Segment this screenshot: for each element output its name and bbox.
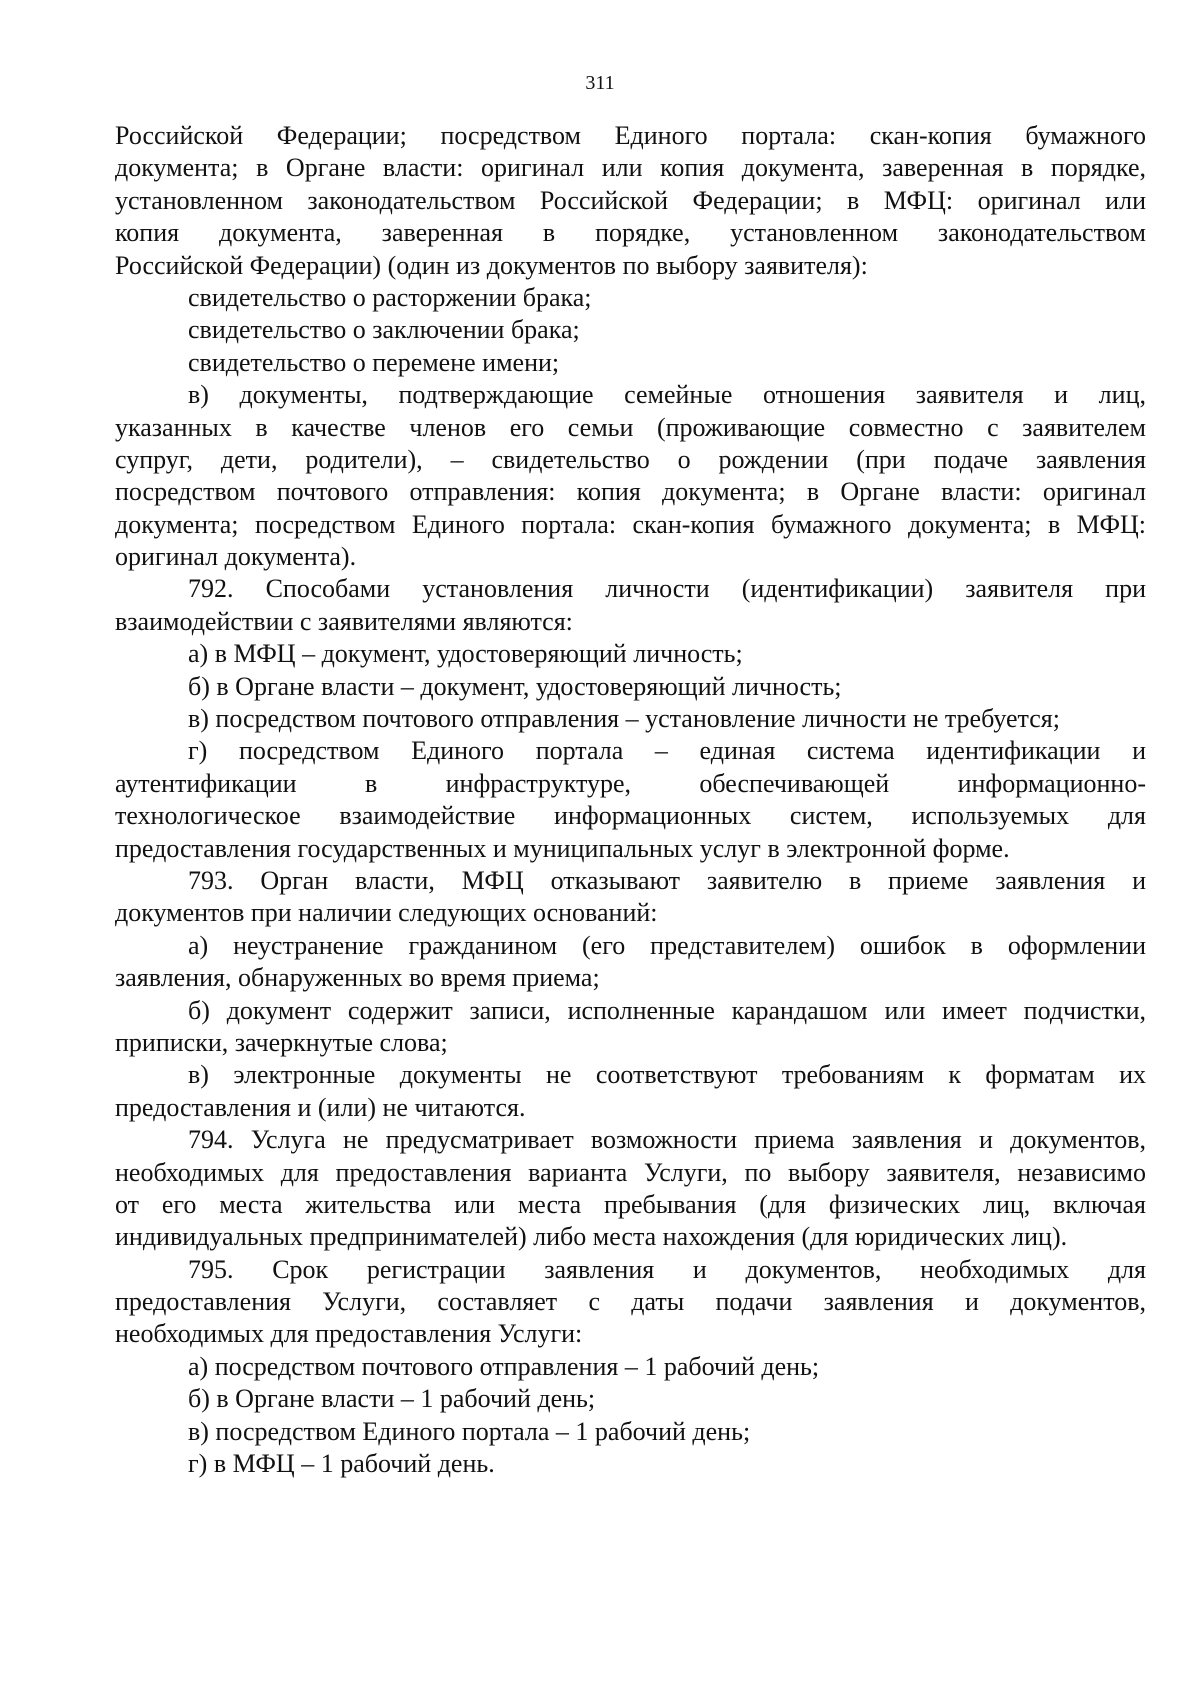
text-line: технологическое взаимодействие информационных систем, используемых для: [115, 801, 1146, 831]
text-line: г) в МФЦ – 1 рабочий день.: [188, 1449, 495, 1479]
text-line: указанных в качестве членов его семьи (проживающие совместно с заявителем: [115, 412, 1146, 442]
text-line: а) неустранение гражданином (его представителем) ошибок в оформлении: [188, 930, 1146, 960]
text-line: посредством почтового отправления: копия документа; в Органе власти: оригинал: [115, 477, 1146, 507]
text-line: 795. Срок регистрации заявления и документов, необходимых для: [188, 1254, 1146, 1284]
text-line: от его места жительства или места пребывания (для физических лиц, включая: [115, 1189, 1146, 1219]
text-line: Российской Федерации; посредством Единого портала: скан-копия бумажного: [115, 121, 1146, 150]
text-line: документа; в Органе власти: оригинал или копия документа, заверенная в порядке,: [115, 153, 1146, 183]
text-line: в) электронные документы не соответствуют требованиям к форматам их: [188, 1060, 1146, 1090]
text-line: а) посредством почтового отправления – 1 рабочий день;: [188, 1351, 820, 1381]
text-line: б) в Органе власти – документ, удостоверяющий личность;: [188, 671, 842, 701]
text-line: приписки, зачеркнутые слова;: [115, 1027, 448, 1057]
text-line: 794. Услуга не предусматривает возможности приема заявления и документов,: [188, 1125, 1146, 1155]
text-line: в) посредством Единого портала – 1 рабочий день;: [188, 1416, 751, 1446]
text-line: Российской Федерации) (один из документов по выбору заявителя):: [115, 250, 868, 280]
text-line: оригинал документа).: [115, 542, 357, 572]
text-line: свидетельство о заключении брака;: [188, 315, 580, 345]
text-line: а) в МФЦ – документ, удостоверяющий личность;: [188, 639, 743, 669]
text-line: супруг, дети, родители), – свидетельство о рождении (при подаче заявления: [115, 444, 1146, 474]
document-body: [115, 120, 1146, 1480]
text-line: необходимых для предоставления Услуги:: [115, 1319, 583, 1349]
text-line: установленном законодательством Российской Федерации; в МФЦ: оригинал или: [115, 185, 1146, 215]
text-line: аутентификации в инфраструктуре, обеспечивающей информационно-: [115, 768, 1146, 798]
text-line: индивидуальных предпринимателей) либо места нахождения (для юридических лиц).: [115, 1222, 1068, 1252]
text-line: б) документ содержит записи, исполненные карандашом или имеет подчистки,: [188, 995, 1146, 1025]
text-line: взаимодействии с заявителями являются:: [115, 606, 573, 636]
text-line: в) документы, подтверждающие семейные отношения заявителя и лиц,: [188, 380, 1146, 410]
text-line: документа; посредством Единого портала: скан-копия бумажного документа; в МФЦ:: [115, 509, 1146, 539]
text-line: 792. Способами установления личности (идентификации) заявителя при: [188, 574, 1146, 604]
text-line: предоставления государственных и муниципальных услуг в электронной форме.: [115, 833, 1010, 863]
text-line: необходимых для предоставления варианта Услуги, по выбору заявителя, независимо: [115, 1157, 1146, 1187]
page-number: 311: [585, 72, 615, 94]
text-line: документов при наличии следующих оснований:: [115, 898, 658, 928]
text-line: заявления, обнаруженных во время приема;: [115, 963, 600, 993]
text-line: 793. Орган власти, МФЦ отказывают заявителю в приеме заявления и: [188, 865, 1146, 895]
text-line: копия документа, заверенная в порядке, установленном законодательством: [115, 218, 1146, 248]
text-line: предоставления Услуги, составляет с даты подачи заявления и документов,: [115, 1287, 1146, 1317]
text-line: б) в Органе власти – 1 рабочий день;: [188, 1384, 596, 1414]
text-line: г) посредством Единого портала – единая система идентификации и: [188, 736, 1146, 766]
text-line: в) посредством почтового отправления – установление личности не требуется;: [188, 704, 1060, 734]
text-line: предоставления и (или) не читаются.: [115, 1092, 526, 1122]
text-line: свидетельство о расторжении брака;: [188, 282, 592, 312]
text-line: свидетельство о перемене имени;: [188, 347, 560, 377]
